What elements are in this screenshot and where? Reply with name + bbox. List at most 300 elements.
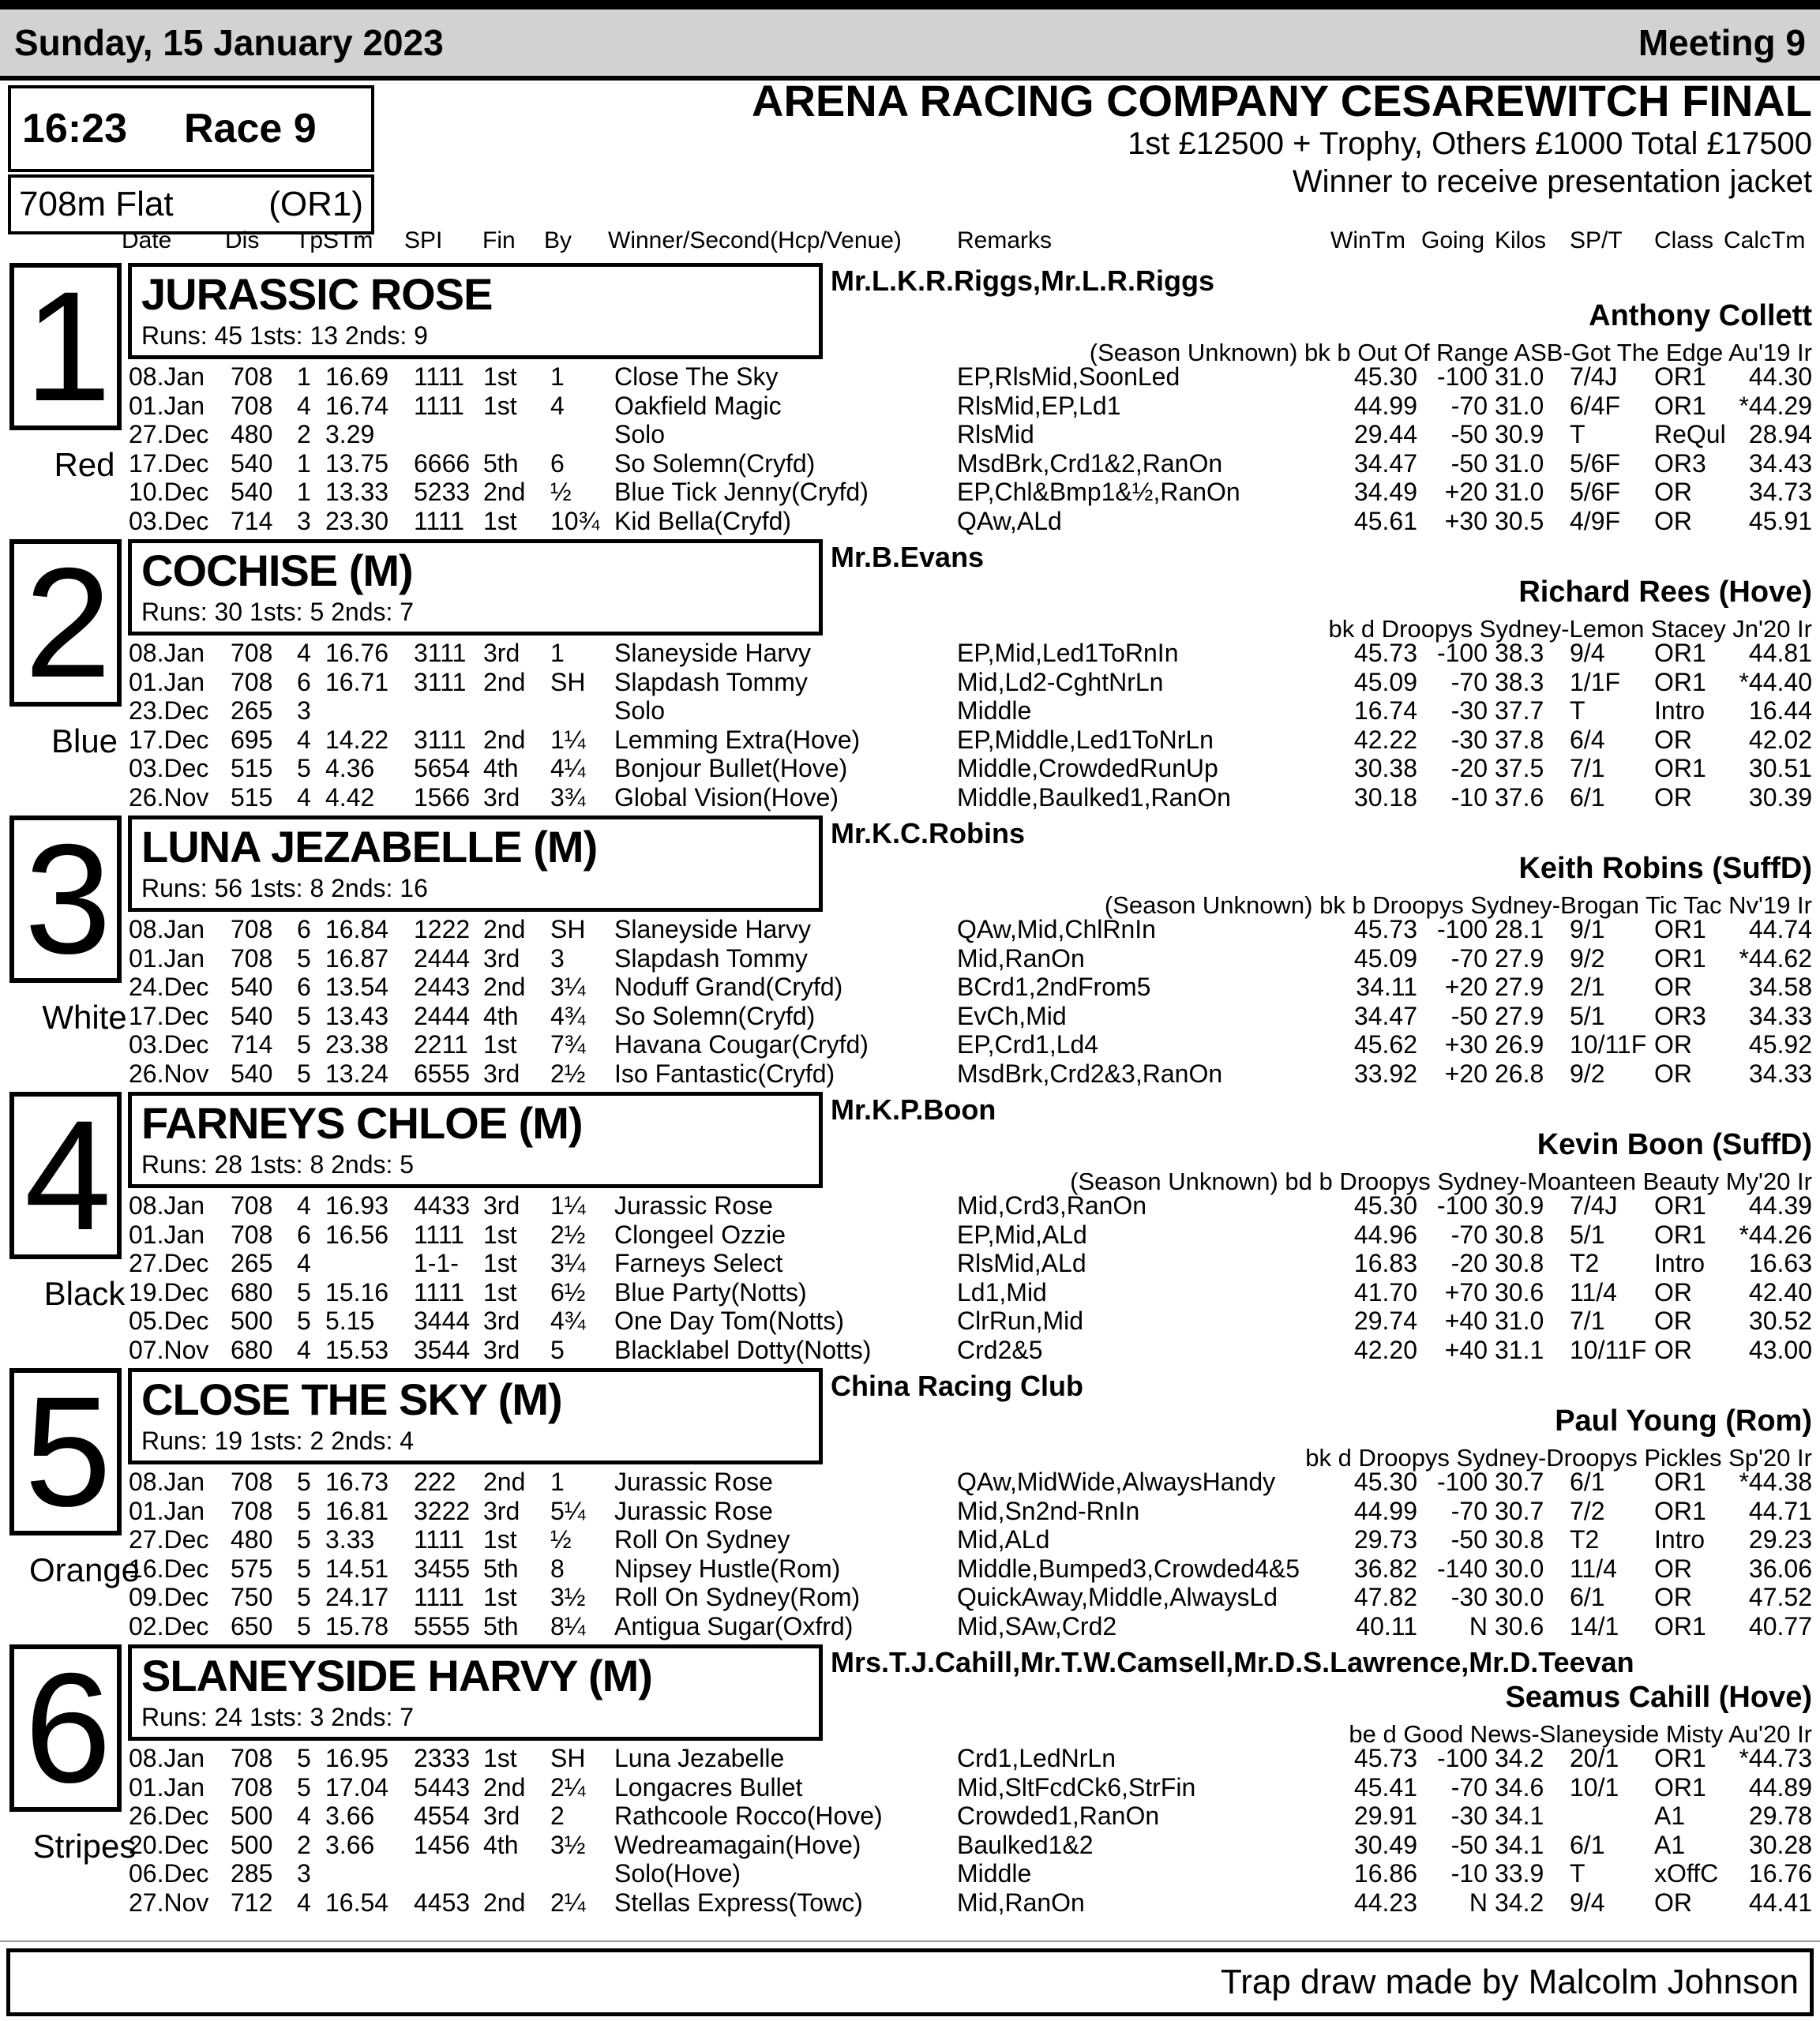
form-row [0, 507, 1820, 536]
form-spi: 4554 [414, 1802, 471, 1831]
form-date: 23.Dec [129, 696, 209, 726]
form-sp: 5/1 [1570, 1220, 1605, 1249]
form-stm: 16.71 [325, 667, 389, 696]
form-row [0, 1525, 1820, 1554]
column-header-spi: SPI [404, 227, 443, 253]
form-remarks: MsdBrk,Crd2&3,RanOn [957, 1059, 1223, 1088]
form-spi: 2443 [414, 973, 471, 1002]
meeting-header-bar [0, 0, 1820, 81]
form-by: ½ [550, 478, 572, 507]
form-going: -100 [1436, 362, 1488, 391]
form-tp: 5 [297, 1468, 311, 1496]
form-fin: 3rd [483, 1191, 520, 1220]
form-sp: 9/4 [1570, 639, 1605, 667]
form-wintm: 45.41 [1353, 1772, 1417, 1802]
form-kilos: 37.5 [1495, 754, 1544, 783]
form-kilos: 30.6 [1495, 1611, 1544, 1640]
form-calctm: 30.52 [1748, 1307, 1812, 1336]
runner-block [0, 1085, 1820, 1362]
form-calctm: *44.73 [1739, 1744, 1812, 1772]
form-tp: 5 [297, 1744, 311, 1772]
form-sp: 9/2 [1570, 943, 1605, 973]
form-spi: 222 [414, 1468, 456, 1496]
form-tp: 1 [297, 362, 311, 391]
form-winner: Luna Jezabelle [614, 1744, 785, 1772]
trap-color-label: Orange [28, 1551, 141, 1588]
form-sp: 10/1 [1570, 1772, 1619, 1802]
form-remarks: Middle,Baulked1,RanOn [957, 782, 1231, 812]
form-sp: 1/1F [1570, 667, 1621, 696]
form-fin: 2nd [483, 973, 526, 1002]
form-winner: Noduff Grand(Cryfd) [614, 973, 843, 1002]
form-tp: 5 [297, 1525, 311, 1554]
form-date: 08.Jan [129, 915, 205, 943]
form-calctm: *44.29 [1739, 391, 1812, 420]
form-dis: 714 [231, 1030, 273, 1059]
form-sp: 7/4J [1570, 362, 1618, 391]
dog-name-box [128, 816, 823, 912]
form-date: 09.Dec [129, 1583, 209, 1612]
form-tp: 1 [297, 448, 311, 478]
form-remarks: Mid,Ld2-CghtNrLn [957, 667, 1164, 696]
form-calctm: 34.43 [1748, 448, 1812, 478]
form-row [0, 1612, 1820, 1641]
form-wintm: 44.96 [1353, 1220, 1417, 1249]
form-class: xOffC [1654, 1859, 1719, 1888]
dog-runs-summary: Runs: 28 1sts: 8 2nds: 5 [141, 1150, 415, 1179]
form-date: 02.Dec [129, 1611, 209, 1640]
form-calctm: 45.91 [1748, 506, 1812, 535]
form-class: OR1 [1654, 943, 1706, 973]
form-sp: 5/6F [1570, 478, 1621, 507]
form-calctm: 44.74 [1748, 915, 1812, 943]
form-kilos: 26.8 [1495, 1059, 1544, 1088]
form-dis: 500 [231, 1307, 273, 1336]
breeding-line: bk d Droopys Sydney-Lemon Stacey Jn'20 Ir [1328, 615, 1812, 643]
form-remarks: Middle [957, 1859, 1032, 1888]
form-spi: 3111 [414, 725, 467, 754]
form-class: OR [1654, 1059, 1692, 1088]
form-remarks: RlsMid,ALd [957, 1249, 1086, 1278]
form-calctm: 30.28 [1748, 1830, 1812, 1859]
form-winner: Slaneyside Harvy [614, 915, 811, 943]
form-remarks: Ld1,Mid [957, 1277, 1047, 1307]
dog-name: LUNA JEZABELLE (M) [141, 822, 598, 872]
race-grade: (OR1) [268, 185, 363, 223]
form-spi: 1111 [414, 362, 465, 391]
form-sp: 7/4J [1570, 1191, 1618, 1220]
form-spi: 1111 [414, 1277, 465, 1307]
form-fin: 1st [483, 1220, 517, 1249]
trap-color-label: Blue [51, 722, 118, 759]
form-class: Intro [1654, 1249, 1706, 1278]
form-remarks: Middle,CrowdedRunUp [957, 754, 1218, 783]
form-remarks: QuickAway,Middle,AlwaysLd [957, 1583, 1278, 1612]
form-tp: 5 [297, 943, 311, 973]
form-wintm: 45.73 [1353, 639, 1417, 667]
trap-color-label: White [42, 999, 127, 1036]
form-by: 3½ [550, 1830, 586, 1859]
form-kilos: 30.6 [1495, 1277, 1544, 1307]
form-remarks: BCrd1,2ndFrom5 [957, 973, 1151, 1002]
dog-runs-summary: Runs: 30 1sts: 5 2nds: 7 [141, 598, 415, 626]
form-spi: 1111 [414, 391, 465, 420]
form-wintm: 34.11 [1356, 973, 1417, 1002]
form-calctm: 40.77 [1748, 1611, 1812, 1640]
form-date: 01.Jan [129, 1496, 205, 1525]
form-sp: 9/2 [1570, 1059, 1605, 1088]
form-row [0, 392, 1820, 421]
dog-name: FARNEYS CHLOE (M) [141, 1098, 583, 1148]
form-winner: Roll On Sydney(Rom) [614, 1583, 861, 1612]
form-by: 5¼ [550, 1496, 586, 1525]
form-fin: 1st [483, 1583, 517, 1612]
form-fin: 3rd [483, 782, 520, 812]
form-kilos: 30.8 [1495, 1220, 1544, 1249]
form-kilos: 31.0 [1495, 362, 1544, 391]
form-stm: 5.15 [325, 1307, 375, 1336]
form-spi: 1222 [414, 915, 471, 943]
form-fin: 1st [483, 1277, 517, 1307]
dog-name-box [128, 1092, 823, 1188]
form-by: 2½ [550, 1220, 586, 1249]
form-spi: 3111 [414, 639, 467, 667]
form-calctm: 44.89 [1748, 1772, 1812, 1802]
form-winner: Global Vision(Hove) [614, 782, 839, 812]
form-sp: 7/2 [1570, 1496, 1605, 1525]
form-stm: 14.51 [325, 1554, 389, 1583]
form-spi: 2444 [414, 943, 471, 973]
form-tp: 5 [297, 1307, 311, 1336]
form-row [0, 915, 1820, 944]
form-row [0, 973, 1820, 1002]
form-fin: 5th [483, 1611, 519, 1640]
form-kilos: 30.8 [1495, 1525, 1544, 1554]
form-going: -10 [1450, 1859, 1488, 1888]
form-row [0, 1888, 1820, 1918]
form-tp: 3 [297, 506, 311, 535]
form-dis: 708 [231, 667, 273, 696]
form-tp: 5 [297, 754, 311, 783]
form-stm: 13.54 [325, 973, 389, 1002]
dog-runs-summary: Runs: 24 1sts: 3 2nds: 7 [141, 1703, 415, 1731]
form-kilos: 34.1 [1495, 1830, 1544, 1859]
runner-block [0, 1638, 1820, 1917]
form-remarks: Mid,Crd3,RanOn [957, 1191, 1147, 1220]
form-tp: 4 [297, 1249, 311, 1278]
form-calctm: 36.06 [1748, 1554, 1812, 1583]
form-rows [0, 1191, 1820, 1365]
form-class: OR1 [1654, 391, 1706, 420]
form-sp: 9/4 [1570, 1888, 1605, 1917]
form-remarks: RlsMid [957, 420, 1034, 449]
form-remarks: Mid,SAw,Crd2 [957, 1611, 1117, 1640]
form-going: -100 [1436, 1468, 1488, 1496]
form-going: -100 [1436, 915, 1488, 943]
form-winner: Close The Sky [614, 362, 779, 391]
form-winner: Havana Cougar(Cryfd) [614, 1030, 869, 1059]
form-calctm: 30.51 [1748, 754, 1812, 783]
form-class: OR1 [1654, 639, 1706, 667]
form-calctm: 44.81 [1748, 639, 1812, 667]
form-fin: 1st [483, 1525, 517, 1554]
form-wintm: 45.62 [1353, 1030, 1417, 1059]
column-header-going: Going [1421, 227, 1485, 253]
form-winner: Slapdash Tommy [614, 943, 808, 973]
form-class: OR1 [1654, 1772, 1706, 1802]
form-winner: So Solemn(Cryfd) [614, 1001, 816, 1030]
form-kilos: 26.9 [1495, 1030, 1544, 1059]
form-going: -140 [1436, 1554, 1488, 1583]
form-by: 8¼ [550, 1611, 586, 1640]
form-wintm: 42.22 [1353, 725, 1417, 754]
dog-name: CLOSE THE SKY (M) [141, 1374, 562, 1424]
form-winner: Wedreamagain(Hove) [614, 1830, 861, 1859]
form-winner: Jurassic Rose [614, 1191, 773, 1220]
form-class: OR1 [1654, 915, 1706, 943]
race-prize-money: 1st £12500 + Trophy, Others £1000 Total £17500 [1128, 126, 1812, 161]
trap-number: 1 [24, 259, 107, 433]
form-by: 2½ [550, 1059, 586, 1088]
form-calctm: 45.92 [1748, 1030, 1812, 1059]
form-row [0, 1307, 1820, 1336]
form-remarks: Crd2&5 [957, 1335, 1043, 1364]
form-wintm: 29.44 [1353, 420, 1417, 449]
dog-name-box [128, 539, 823, 636]
form-remarks: EvCh,Mid [957, 1001, 1067, 1030]
form-class: OR1 [1654, 1468, 1706, 1496]
form-by: 1¼ [550, 1191, 586, 1220]
trainer-name: Keith Robins (SuffD) [1518, 852, 1812, 885]
form-kilos: 31.1 [1495, 1335, 1544, 1364]
form-date: 26.Nov [129, 1059, 209, 1088]
form-dis: 708 [231, 1191, 273, 1220]
form-stm: 15.78 [325, 1611, 389, 1640]
form-going: N [1469, 1611, 1488, 1640]
form-calctm: 34.33 [1748, 1001, 1812, 1030]
form-date: 27.Dec [129, 420, 209, 449]
form-stm: 23.30 [325, 506, 389, 535]
form-calctm: 29.23 [1748, 1525, 1812, 1554]
form-remarks: Mid,ALd [957, 1525, 1050, 1554]
form-fin: 1st [483, 506, 517, 535]
form-spi: 1111 [414, 506, 465, 535]
breeding-line: bk d Droopys Sydney-Droopys Pickles Sp'20 Ir [1305, 1444, 1812, 1472]
form-wintm: 41.70 [1353, 1277, 1417, 1307]
form-class: OR [1654, 725, 1692, 754]
form-tp: 3 [297, 696, 311, 726]
form-date: 17.Dec [129, 1001, 209, 1030]
dog-runs-summary: Runs: 45 1sts: 13 2nds: 9 [141, 321, 428, 350]
form-calctm: 34.58 [1748, 973, 1812, 1002]
form-going: -100 [1436, 1191, 1488, 1220]
form-spi: 3222 [414, 1496, 471, 1525]
form-stm: 23.38 [325, 1030, 389, 1059]
form-sp: 5/6F [1570, 448, 1621, 478]
form-class: A1 [1654, 1802, 1686, 1831]
form-date: 27.Dec [129, 1525, 209, 1554]
form-winner: Clongeel Ozzie [614, 1220, 786, 1249]
form-fin: 5th [483, 448, 519, 478]
form-winner: So Solemn(Cryfd) [614, 448, 816, 478]
form-going: -70 [1450, 1772, 1488, 1802]
form-date: 08.Jan [129, 1468, 205, 1496]
form-sp: T [1570, 696, 1585, 726]
form-remarks: Crowded1,RanOn [957, 1802, 1160, 1831]
form-tp: 4 [297, 639, 311, 667]
form-date: 05.Dec [129, 1307, 209, 1336]
dog-name-box [128, 1644, 823, 1741]
form-remarks: Mid,Sn2nd-RnIn [957, 1496, 1140, 1525]
trap-color-label: Black [43, 1275, 126, 1312]
form-row [0, 420, 1820, 449]
form-going: -50 [1450, 448, 1488, 478]
form-class: OR [1654, 1277, 1692, 1307]
form-sp: T [1570, 1859, 1585, 1888]
form-dis: 708 [231, 915, 273, 943]
form-date: 01.Jan [129, 1772, 205, 1802]
form-going: -100 [1436, 639, 1488, 667]
form-sp: 11/4 [1570, 1277, 1617, 1307]
trainer-name: Kevin Boon (SuffD) [1537, 1128, 1812, 1161]
form-sp: 7/1 [1570, 1307, 1605, 1336]
column-header-wintm: WinTm [1330, 227, 1405, 253]
form-tp: 5 [297, 1059, 311, 1088]
form-fin: 3rd [483, 639, 520, 667]
form-row [0, 1583, 1820, 1612]
form-stm: 16.69 [325, 362, 389, 391]
form-dis: 515 [231, 754, 273, 783]
meeting-date: Sunday, 15 January 2023 [14, 22, 444, 63]
form-going: -30 [1450, 696, 1488, 726]
form-sp: 6/1 [1570, 1583, 1605, 1612]
race-time-box [8, 85, 374, 172]
form-date: 03.Dec [129, 506, 209, 535]
form-sp: 6/4 [1570, 725, 1605, 754]
form-sp: 2/1 [1570, 973, 1605, 1002]
form-calctm: 44.71 [1748, 1496, 1812, 1525]
form-kilos: 37.8 [1495, 725, 1544, 754]
form-dis: 708 [231, 1468, 273, 1496]
form-stm: 13.33 [325, 478, 389, 507]
runner-block [0, 809, 1820, 1088]
form-going: +20 [1444, 478, 1488, 507]
form-by: 1 [550, 639, 565, 667]
form-date: 17.Dec [129, 448, 209, 478]
footer-bar [6, 1948, 1814, 2016]
form-by: 3½ [550, 1583, 586, 1612]
form-rows [0, 1744, 1820, 1918]
form-remarks: EP,Chl&Bmp1&½,RanOn [957, 478, 1240, 507]
form-stm: 16.56 [325, 1220, 389, 1249]
trap-number: 2 [24, 535, 107, 710]
form-row [0, 696, 1820, 726]
form-remarks: Mid,RanOn [957, 943, 1085, 973]
form-date: 27.Nov [129, 1888, 209, 1917]
dog-name: JURASSIC ROSE [141, 269, 493, 319]
owner-name: Mr.L.K.R.Riggs,Mr.L.R.Riggs [831, 264, 1215, 297]
form-winner: Antigua Sugar(Oxfrd) [614, 1611, 854, 1640]
form-spi: 2211 [414, 1030, 468, 1059]
form-date: 24.Dec [129, 973, 209, 1002]
form-class: A1 [1654, 1830, 1686, 1859]
form-spi: 5555 [414, 1611, 471, 1640]
form-wintm: 16.74 [1353, 696, 1417, 726]
form-fin: 1st [483, 362, 517, 391]
form-stm: 16.54 [325, 1888, 389, 1917]
form-stm: 16.87 [325, 943, 389, 973]
form-tp: 4 [297, 1888, 311, 1917]
form-date: 17.Dec [129, 725, 209, 754]
breeding-line: be d Good News-Slaneyside Misty Au'20 Ir [1349, 1720, 1812, 1748]
form-remarks: ClrRun,Mid [957, 1307, 1084, 1336]
form-spi: 3544 [414, 1335, 471, 1364]
form-wintm: 30.49 [1353, 1830, 1417, 1859]
form-class: OR1 [1654, 754, 1706, 783]
form-class: OR3 [1654, 1001, 1706, 1030]
form-going: +40 [1444, 1307, 1488, 1336]
form-stm: 16.93 [325, 1191, 389, 1220]
form-going: -50 [1450, 1001, 1488, 1030]
form-sp: 9/1 [1570, 915, 1605, 943]
form-wintm: 45.09 [1353, 943, 1417, 973]
form-remarks: QAw,MidWide,AlwaysHandy [957, 1468, 1276, 1496]
form-calctm: 43.00 [1748, 1335, 1812, 1364]
form-fin: 1st [483, 391, 517, 420]
race-title: ARENA RACING COMPANY CESAREWITCH FINAL [752, 76, 1812, 126]
form-row [0, 1030, 1820, 1059]
form-remarks: Crd1,LedNrLn [957, 1744, 1116, 1772]
form-dis: 575 [231, 1554, 273, 1583]
form-going: N [1469, 1888, 1488, 1917]
form-dis: 540 [231, 1059, 273, 1088]
form-going: -100 [1436, 1744, 1488, 1772]
form-dis: 680 [231, 1335, 273, 1364]
form-class: OR1 [1654, 1496, 1706, 1525]
form-class: ReQul [1654, 420, 1726, 449]
form-by: 4¼ [550, 754, 586, 783]
form-stm: 15.53 [325, 1335, 389, 1364]
form-fin: 2nd [483, 478, 526, 507]
form-stm: 4.36 [325, 754, 375, 783]
form-tp: 5 [297, 1554, 311, 1583]
form-by: SH [550, 915, 586, 943]
form-fin: 2nd [483, 725, 526, 754]
dog-runs-summary: Runs: 56 1sts: 8 2nds: 16 [141, 874, 428, 902]
form-row [0, 1191, 1820, 1220]
trap-number: 6 [24, 1640, 107, 1815]
form-wintm: 45.73 [1353, 1744, 1417, 1772]
owner-name: Mr.B.Evans [831, 541, 985, 573]
form-date: 03.Dec [129, 754, 209, 783]
trap-color-label: Red [54, 446, 115, 483]
form-sp: 11/4 [1570, 1554, 1617, 1583]
form-tp: 6 [297, 915, 311, 943]
form-winner: Jurassic Rose [614, 1496, 773, 1525]
form-fin: 2nd [483, 667, 526, 696]
form-stm: 3.66 [325, 1830, 375, 1859]
form-by: 4¾ [550, 1001, 586, 1030]
form-row [0, 944, 1820, 973]
form-row [0, 478, 1820, 507]
form-date: 03.Dec [129, 1030, 209, 1059]
form-row [0, 1802, 1820, 1831]
trainer-name: Paul Young (Rom) [1555, 1404, 1812, 1438]
form-date: 26.Dec [129, 1802, 209, 1831]
form-tp: 4 [297, 1335, 311, 1364]
form-row [0, 754, 1820, 783]
form-going: -70 [1450, 391, 1488, 420]
